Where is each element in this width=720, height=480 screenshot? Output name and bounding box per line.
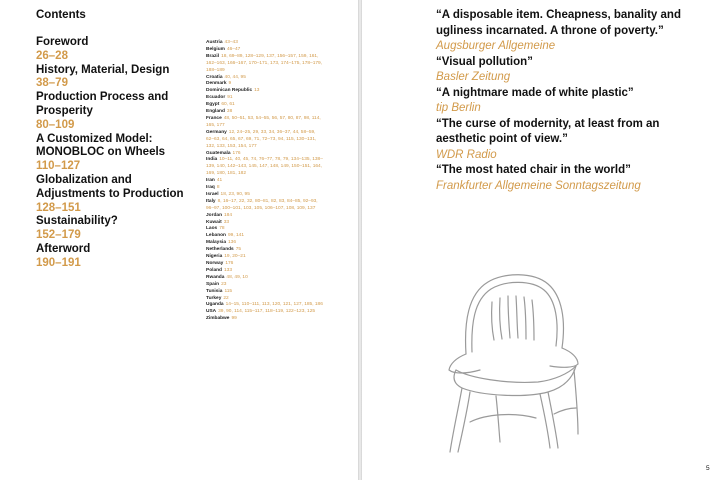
quote-text: “Visual pollution” bbox=[436, 55, 533, 68]
index-pages: 33 bbox=[223, 219, 230, 225]
index-country: Brazil bbox=[206, 53, 220, 59]
index-entry bbox=[206, 54, 324, 75]
toc-entry-pages: 110–127 bbox=[36, 160, 81, 173]
index-country: Croatia bbox=[206, 74, 223, 80]
index-pages: 48, 49, 10 bbox=[226, 274, 248, 280]
index-pages: 43–43 bbox=[224, 40, 238, 45]
index-country: Egypt bbox=[206, 102, 220, 108]
toc-entry-pages: 80–109 bbox=[36, 118, 75, 131]
index-country: France bbox=[206, 115, 222, 121]
index-pages: 13 bbox=[254, 88, 260, 94]
index-entry bbox=[206, 47, 324, 54]
index-pages: 136 bbox=[228, 240, 237, 246]
index-pages: 99 bbox=[231, 316, 237, 322]
index-entry bbox=[206, 282, 324, 289]
index-country: Jordan bbox=[206, 212, 222, 218]
index-pages: 10–11, 40, 45, 74, 76–77, 78, 79, 134–135, 138–139, 140, 142–143, 145, 147, 148, 149, 150–151, 164, 169, 180, 181, 182 bbox=[206, 157, 323, 177]
index-pages: 12, 24–25, 29, 33, 34, 36–37, 44, 58–59, 62–63, 64, 65, 67, 69, 71, 72–73, 94, 115, 130–131, 132, 133, 153, 154, 177 bbox=[206, 129, 317, 149]
index-entry bbox=[206, 213, 324, 220]
index-entry bbox=[206, 185, 324, 192]
toc-entry-title: A Customized Model: MONOBLOC on Wheels bbox=[36, 132, 166, 159]
index-country: Dominican Republic bbox=[206, 88, 253, 94]
index-country: Ecuador bbox=[206, 95, 226, 101]
quote-source: Basler Zeitung bbox=[436, 71, 511, 83]
index-country: Germany bbox=[206, 129, 227, 135]
index-entry bbox=[206, 254, 324, 261]
index-pages: 60, 61 bbox=[221, 102, 235, 108]
toc-entry bbox=[36, 215, 186, 243]
monobloc-chair-icon bbox=[436, 262, 586, 458]
index-country: India bbox=[206, 157, 218, 163]
index-entry bbox=[206, 261, 324, 268]
index-pages: 39, 90, 114, 115–117, 118–119, 122–123, 125 bbox=[218, 309, 316, 315]
index-entry bbox=[206, 157, 324, 178]
index-country: Tunisia bbox=[206, 288, 223, 294]
index-pages: 14–15, 110–111, 113, 120, 121, 127, 185, 186 bbox=[225, 302, 323, 308]
index-country: Zimbabwe bbox=[206, 316, 230, 322]
index-country: Malaysia bbox=[206, 240, 227, 246]
index-pages: 115 bbox=[224, 288, 233, 294]
index-country: USA bbox=[206, 309, 217, 315]
quote-text: “A disposable item. Cheapness, banality and ugliness incarnated. A throne of poverty.” bbox=[436, 9, 681, 37]
toc-entry-pages: 128–151 bbox=[36, 201, 81, 214]
index-pages: 9 bbox=[228, 81, 232, 87]
toc-entry-pages: 152–179 bbox=[36, 229, 81, 242]
index-country: Kuwait bbox=[206, 219, 222, 225]
index-pages: 38 bbox=[226, 109, 233, 115]
toc-entry bbox=[36, 36, 186, 64]
index-country: Lebanon bbox=[206, 233, 226, 239]
index-pages: 19, 20–21 bbox=[224, 254, 246, 260]
index-pages: 46–47 bbox=[226, 46, 241, 52]
quote-source: tip Berlin bbox=[436, 102, 481, 114]
index-pages: 8, 16–17, 22, 32, 80–81, 82, 83, 84–85, 92–93, 96–97, 100–101, 103, 105, 106–107, 108, 109, 137 bbox=[206, 198, 318, 211]
index-pages: 184 bbox=[224, 212, 233, 218]
index-entry bbox=[206, 199, 324, 213]
toc-entry-title: Sustainability? bbox=[36, 215, 118, 228]
press-quote bbox=[436, 117, 698, 164]
toc-entry-pages: 190–191 bbox=[36, 256, 81, 269]
index-pages: 22 bbox=[223, 295, 229, 301]
index-entry bbox=[206, 192, 324, 199]
index-country: Austria bbox=[206, 40, 223, 45]
index-pages: 18, 69–89, 128–129, 137, 156–157, 159, 161, 162–163, 166–167, 170–171, 173, 174–175, 178–179, 188–189 bbox=[206, 53, 323, 73]
index-country: England bbox=[206, 109, 225, 115]
press-quote bbox=[436, 86, 698, 117]
toc-entry-pages: 38–79 bbox=[36, 77, 68, 90]
index-country: Nigeria bbox=[206, 254, 223, 260]
index-entry bbox=[206, 289, 324, 296]
index-entry bbox=[206, 40, 324, 47]
index-pages: 75 bbox=[235, 247, 242, 253]
index-pages: 133 bbox=[224, 267, 233, 273]
toc-entry-title: Globalization and Adjustments to Production bbox=[36, 173, 184, 200]
index-entry bbox=[206, 178, 324, 185]
quote-source: Frankfurter Allgemeine Sonntagszeitung bbox=[436, 179, 641, 192]
quote-source: Augsburger Allgemeine bbox=[436, 40, 556, 52]
index-entry bbox=[206, 275, 324, 282]
press-quote bbox=[436, 163, 698, 194]
index-entry bbox=[206, 130, 324, 151]
index-country: Rwanda bbox=[206, 274, 225, 280]
index-country: Norway bbox=[206, 261, 224, 266]
index-entry bbox=[206, 316, 324, 323]
toc-entry bbox=[36, 91, 186, 132]
quote-text: “The curse of modernity, at least from an aesthetic point of view.” bbox=[436, 117, 660, 145]
index-pages: 41 bbox=[216, 178, 223, 184]
index-entry bbox=[206, 116, 324, 130]
index-pages: 176 bbox=[225, 261, 234, 266]
country-index bbox=[206, 40, 324, 323]
toc-entry-pages: 26–28 bbox=[36, 49, 68, 62]
index-country: Italy bbox=[206, 198, 216, 204]
index-country: Netherlands bbox=[206, 247, 234, 253]
index-pages: 78 bbox=[219, 226, 225, 232]
toc-entry-title: Foreword bbox=[36, 36, 89, 48]
toc-entry bbox=[36, 243, 186, 271]
index-pages: 99, 141 bbox=[228, 233, 245, 239]
index-country: Laos bbox=[206, 226, 218, 232]
quote-text: “A nightmare made of white plastic” bbox=[436, 86, 634, 99]
press-quote bbox=[436, 55, 698, 86]
press-quotes bbox=[436, 8, 698, 194]
index-pages: 8 bbox=[216, 185, 220, 191]
index-pages: 40, 44, 95 bbox=[224, 74, 246, 80]
index-country: Uganda bbox=[206, 302, 224, 308]
contents-heading: Contents bbox=[36, 9, 86, 21]
index-pages: 18, 23, 90, 95 bbox=[220, 191, 250, 197]
index-pages: 23 bbox=[221, 281, 227, 287]
index-entry bbox=[206, 268, 324, 275]
quote-source: WDR Radio bbox=[436, 148, 497, 161]
index-country: Iran bbox=[206, 178, 215, 184]
toc-entry bbox=[36, 133, 186, 174]
index-country: Israel bbox=[206, 191, 219, 197]
left-page bbox=[0, 0, 358, 480]
index-country: Denmark bbox=[206, 81, 227, 87]
index-entry bbox=[206, 109, 324, 116]
index-pages: 91 bbox=[227, 95, 233, 101]
toc-entry-title: Production Process and Prosperity bbox=[36, 91, 169, 117]
toc-entry-title: Afterword bbox=[36, 242, 91, 255]
index-country: Guatemala bbox=[206, 150, 231, 156]
toc-entry bbox=[36, 64, 186, 92]
table-of-contents bbox=[36, 36, 186, 271]
toc-entry-title: History, Material, Design bbox=[36, 63, 170, 76]
index-country: Spain bbox=[206, 281, 220, 287]
index-country: Iraq bbox=[206, 185, 215, 191]
index-country: Poland bbox=[206, 267, 222, 273]
index-pages: 176 bbox=[232, 150, 241, 156]
page-number: 5 bbox=[706, 465, 710, 472]
toc-entry bbox=[36, 174, 186, 215]
index-country: Belgium bbox=[206, 46, 225, 52]
quote-text: “The most hated chair in the world” bbox=[436, 164, 631, 176]
press-quote bbox=[436, 8, 698, 55]
index-country: Turkey bbox=[206, 295, 222, 301]
index-pages: 48, 50–51, 53, 54–55, 56, 57, 80, 87, 98, 114, 165, 177 bbox=[206, 115, 321, 128]
right-page bbox=[362, 0, 720, 480]
